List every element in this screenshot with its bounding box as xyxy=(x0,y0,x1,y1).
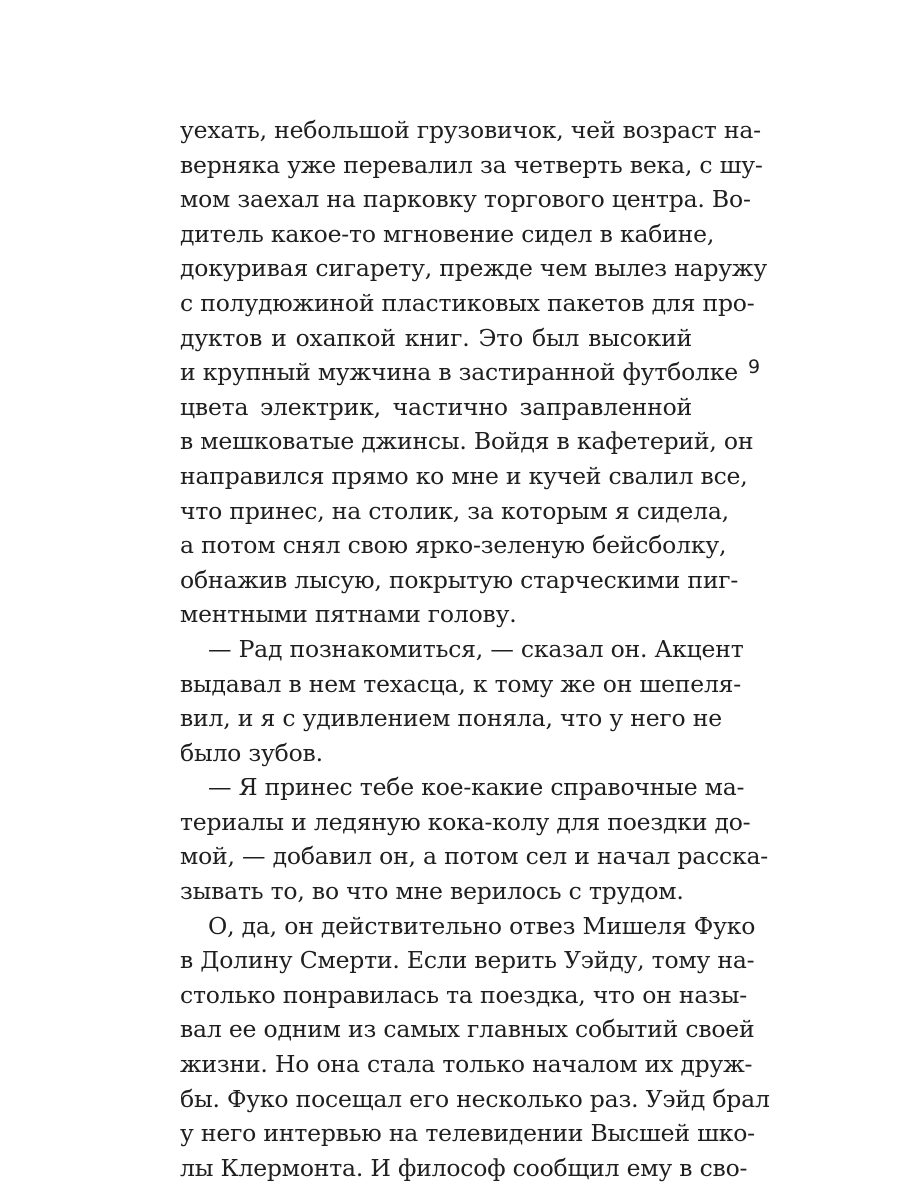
text-line: направился прямо ко мне и кучей свалил все, xyxy=(180,461,748,490)
text-line: верняка уже перевалил за четверть века, с шу- xyxy=(180,150,763,179)
text-line: вал ее одним из самых главных событий своей xyxy=(180,1015,755,1044)
text-line: — Я принес тебе кое-какие справочные ма- xyxy=(208,773,745,802)
text-line: ментными пятнами голову. xyxy=(180,600,517,629)
text-line: бы. Фуко посещал его несколько раз. Уэйд брал xyxy=(180,1084,770,1113)
text-line: жизни. Но она стала только началом их друж- xyxy=(180,1050,753,1079)
text-line: было зубов. xyxy=(180,738,323,767)
text-line: столько понравилась та поездка, что он назы- xyxy=(180,980,748,1009)
text-line: цвета электрик, частично заправленной xyxy=(180,392,692,421)
text-line: О, да, он действительно отвез Мишеля Фуко xyxy=(208,911,756,940)
text-line: зывать то, во что мне верилось с трудом. xyxy=(180,877,684,906)
text-line: в Долину Смерти. Если верить Уэйду, тому на- xyxy=(180,946,755,975)
text-line: дитель какое-то мгновение сидел в кабине, xyxy=(180,219,715,248)
text-line: а потом снял свою ярко-зеленую бейсболку, xyxy=(180,531,727,560)
page-number: 9 xyxy=(748,356,761,378)
text-line: дуктов и охапкой книг. Это был высокий xyxy=(180,323,692,352)
text-line: вил, и я с удивлением поняла, что у него не xyxy=(180,704,722,733)
text-line: у него интервью на телевидении Высшей шко- xyxy=(180,1119,755,1148)
text-line: уехать, небольшой грузовичок, чей возраст на- xyxy=(180,116,761,144)
text-line: выдавал в нем техасца, к тому же он шепеля- xyxy=(180,669,742,698)
text-line: обнажив лысую, покрытую старческими пиг- xyxy=(180,565,739,594)
text-line: в мешковатые джинсы. Войдя в кафетерий, он xyxy=(180,427,754,456)
text-line: — Рад познакомиться, — сказал он. Акцент xyxy=(208,634,744,663)
text-line: териалы и ледяную кока-колу для поездки до- xyxy=(180,807,751,836)
body-text xyxy=(180,113,770,1185)
text-line: и крупный мужчина в застиранной футболке xyxy=(180,358,738,387)
text-line: что принес, на столик, за которым я сидела, xyxy=(180,496,729,525)
text-line: докуривая сигарету, прежде чем вылез наружу xyxy=(180,254,767,283)
text-line: лы Клермонта. И философ сообщил ему в сво- xyxy=(180,1153,748,1182)
text-line: мом заехал на парковку торгового центра. Во- xyxy=(180,185,751,214)
text-line: с полудюжиной пластиковых пакетов для про- xyxy=(180,288,755,317)
text-line: мой, — добавил он, а потом сел и начал расска- xyxy=(180,842,769,871)
